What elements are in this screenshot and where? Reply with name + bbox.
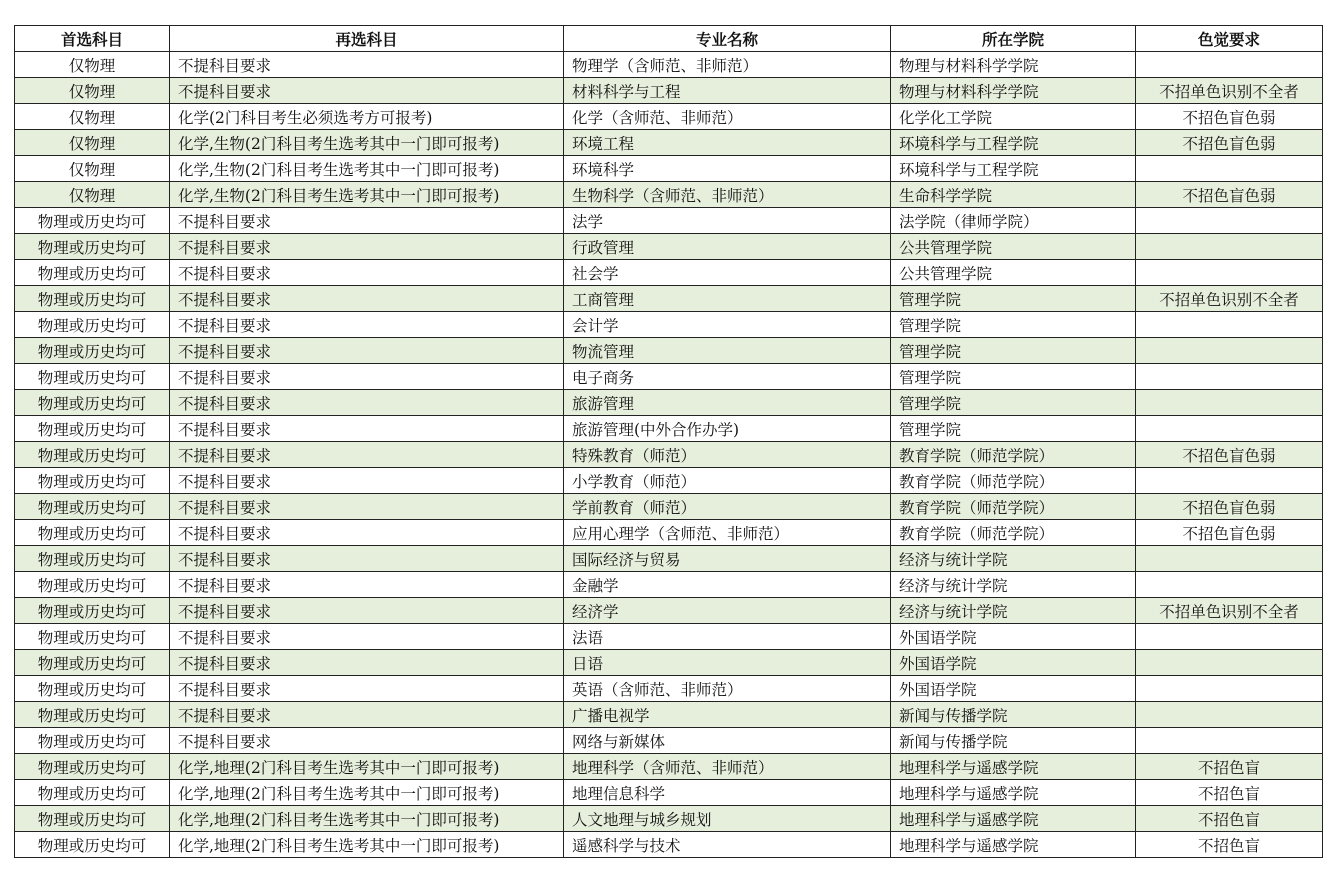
color-vision-cell: 不招色盲色弱: [1136, 442, 1323, 468]
first-subject-cell: 物理或历史均可: [15, 416, 170, 442]
color-vision-cell: [1136, 338, 1323, 364]
first-subject-cell: 物理或历史均可: [15, 338, 170, 364]
college-cell: 管理学院: [891, 338, 1136, 364]
first-subject-cell: 物理或历史均可: [15, 728, 170, 754]
color-vision-cell: [1136, 702, 1323, 728]
table-row: [15, 260, 1323, 286]
first-subject-cell: 物理或历史均可: [15, 286, 170, 312]
color-vision-cell: 不招色盲: [1136, 832, 1323, 858]
first-subject-cell: 物理或历史均可: [15, 702, 170, 728]
major-name-cell: 旅游管理: [564, 390, 891, 416]
college-cell: 管理学院: [891, 364, 1136, 390]
major-name-cell: 会计学: [564, 312, 891, 338]
second-subject-cell: 化学,地理(2门科目考生选考其中一门即可报考): [170, 780, 564, 806]
table-row: [15, 182, 1323, 208]
college-cell: 管理学院: [891, 312, 1136, 338]
second-subject-cell: 不提科目要求: [170, 468, 564, 494]
color-vision-cell: 不招色盲色弱: [1136, 182, 1323, 208]
major-name-cell: 法语: [564, 624, 891, 650]
color-vision-cell: [1136, 572, 1323, 598]
color-vision-cell: 不招色盲: [1136, 806, 1323, 832]
second-subject-cell: 不提科目要求: [170, 52, 564, 78]
second-subject-cell: 不提科目要求: [170, 78, 564, 104]
college-cell: 法学院（律师学院）: [891, 208, 1136, 234]
color-vision-cell: 不招色盲: [1136, 754, 1323, 780]
college-cell: 地理科学与遥感学院: [891, 806, 1136, 832]
major-name-cell: 网络与新媒体: [564, 728, 891, 754]
table-row: [15, 416, 1323, 442]
first-subject-cell: 仅物理: [15, 130, 170, 156]
second-subject-cell: 不提科目要求: [170, 676, 564, 702]
college-cell: 经济与统计学院: [891, 572, 1136, 598]
second-subject-cell: 不提科目要求: [170, 728, 564, 754]
major-name-cell: 生物科学（含师范、非师范）: [564, 182, 891, 208]
first-subject-cell: 物理或历史均可: [15, 468, 170, 494]
major-name-cell: 法学: [564, 208, 891, 234]
second-subject-cell: 化学,地理(2门科目考生选考其中一门即可报考): [170, 754, 564, 780]
first-subject-cell: 物理或历史均可: [15, 260, 170, 286]
first-subject-cell: 物理或历史均可: [15, 832, 170, 858]
table-row: [15, 598, 1323, 624]
table-row: [15, 390, 1323, 416]
first-subject-cell: 物理或历史均可: [15, 234, 170, 260]
table-row: [15, 338, 1323, 364]
table-row: [15, 624, 1323, 650]
header-color-vision: 色觉要求: [1136, 26, 1323, 52]
major-name-cell: 日语: [564, 650, 891, 676]
college-cell: 外国语学院: [891, 650, 1136, 676]
second-subject-cell: 化学,生物(2门科目考生选考其中一门即可报考): [170, 130, 564, 156]
college-cell: 物理与材料科学学院: [891, 52, 1136, 78]
table-row: [15, 702, 1323, 728]
table-row: [15, 572, 1323, 598]
color-vision-cell: [1136, 676, 1323, 702]
college-cell: 教育学院（师范学院）: [891, 520, 1136, 546]
first-subject-cell: 物理或历史均可: [15, 676, 170, 702]
header-college: 所在学院: [891, 26, 1136, 52]
first-subject-cell: 物理或历史均可: [15, 546, 170, 572]
second-subject-cell: 不提科目要求: [170, 572, 564, 598]
second-subject-cell: 不提科目要求: [170, 416, 564, 442]
color-vision-cell: [1136, 234, 1323, 260]
color-vision-cell: 不招单色识别不全者: [1136, 598, 1323, 624]
table-row: [15, 780, 1323, 806]
college-cell: 物理与材料科学学院: [891, 78, 1136, 104]
first-subject-cell: 物理或历史均可: [15, 806, 170, 832]
second-subject-cell: 化学(2门科目考生必须选考方可报考): [170, 104, 564, 130]
college-cell: 外国语学院: [891, 676, 1136, 702]
first-subject-cell: 仅物理: [15, 156, 170, 182]
color-vision-cell: 不招色盲色弱: [1136, 130, 1323, 156]
color-vision-cell: [1136, 416, 1323, 442]
table-row: [15, 364, 1323, 390]
major-name-cell: 电子商务: [564, 364, 891, 390]
college-cell: 化学化工学院: [891, 104, 1136, 130]
second-subject-cell: 化学,生物(2门科目考生选考其中一门即可报考): [170, 156, 564, 182]
major-name-cell: 金融学: [564, 572, 891, 598]
second-subject-cell: 不提科目要求: [170, 598, 564, 624]
color-vision-cell: 不招色盲色弱: [1136, 494, 1323, 520]
table-row: [15, 312, 1323, 338]
color-vision-cell: 不招单色识别不全者: [1136, 78, 1323, 104]
college-cell: 环境科学与工程学院: [891, 156, 1136, 182]
first-subject-cell: 物理或历史均可: [15, 650, 170, 676]
college-cell: 新闻与传播学院: [891, 728, 1136, 754]
major-name-cell: 环境科学: [564, 156, 891, 182]
college-cell: 教育学院（师范学院）: [891, 494, 1136, 520]
table-row: [15, 806, 1323, 832]
header-major-name: 专业名称: [564, 26, 891, 52]
second-subject-cell: 不提科目要求: [170, 520, 564, 546]
color-vision-cell: [1136, 468, 1323, 494]
major-name-cell: 材料科学与工程: [564, 78, 891, 104]
second-subject-cell: 不提科目要求: [170, 650, 564, 676]
major-name-cell: 地理信息科学: [564, 780, 891, 806]
major-name-cell: 工商管理: [564, 286, 891, 312]
major-name-cell: 小学教育（师范）: [564, 468, 891, 494]
college-cell: 经济与统计学院: [891, 598, 1136, 624]
major-name-cell: 社会学: [564, 260, 891, 286]
color-vision-cell: 不招色盲色弱: [1136, 520, 1323, 546]
second-subject-cell: 不提科目要求: [170, 390, 564, 416]
major-name-cell: 学前教育（师范）: [564, 494, 891, 520]
second-subject-cell: 不提科目要求: [170, 234, 564, 260]
second-subject-cell: 化学,地理(2门科目考生选考其中一门即可报考): [170, 806, 564, 832]
table-row: [15, 104, 1323, 130]
first-subject-cell: 物理或历史均可: [15, 312, 170, 338]
major-name-cell: 国际经济与贸易: [564, 546, 891, 572]
major-name-cell: 广播电视学: [564, 702, 891, 728]
table-row: [15, 728, 1323, 754]
table-row: [15, 832, 1323, 858]
table-row: [15, 130, 1323, 156]
major-name-cell: 物理学（含师范、非师范）: [564, 52, 891, 78]
table-row: [15, 494, 1323, 520]
color-vision-cell: [1136, 208, 1323, 234]
table-row: [15, 442, 1323, 468]
major-name-cell: 应用心理学（含师范、非师范）: [564, 520, 891, 546]
first-subject-cell: 物理或历史均可: [15, 754, 170, 780]
second-subject-cell: 化学,生物(2门科目考生选考其中一门即可报考): [170, 182, 564, 208]
table-row: [15, 78, 1323, 104]
table-row: [15, 468, 1323, 494]
college-cell: 管理学院: [891, 286, 1136, 312]
second-subject-cell: 不提科目要求: [170, 260, 564, 286]
first-subject-cell: 物理或历史均可: [15, 520, 170, 546]
college-cell: 公共管理学院: [891, 234, 1136, 260]
first-subject-cell: 仅物理: [15, 104, 170, 130]
major-name-cell: 地理科学（含师范、非师范）: [564, 754, 891, 780]
table-row: [15, 546, 1323, 572]
first-subject-cell: 物理或历史均可: [15, 572, 170, 598]
table-row: [15, 676, 1323, 702]
first-subject-cell: 物理或历史均可: [15, 598, 170, 624]
second-subject-cell: 不提科目要求: [170, 312, 564, 338]
table-row: [15, 754, 1323, 780]
table-row: [15, 234, 1323, 260]
college-cell: 经济与统计学院: [891, 546, 1136, 572]
table-row: [15, 520, 1323, 546]
second-subject-cell: 不提科目要求: [170, 286, 564, 312]
major-name-cell: 化学（含师范、非师范）: [564, 104, 891, 130]
major-name-cell: 人文地理与城乡规划: [564, 806, 891, 832]
major-name-cell: 遥感科学与技术: [564, 832, 891, 858]
college-cell: 生命科学学院: [891, 182, 1136, 208]
second-subject-cell: 不提科目要求: [170, 364, 564, 390]
first-subject-cell: 物理或历史均可: [15, 442, 170, 468]
college-cell: 地理科学与遥感学院: [891, 754, 1136, 780]
college-cell: 管理学院: [891, 390, 1136, 416]
color-vision-cell: [1136, 52, 1323, 78]
college-cell: 教育学院（师范学院）: [891, 468, 1136, 494]
major-name-cell: 特殊教育（师范）: [564, 442, 891, 468]
first-subject-cell: 物理或历史均可: [15, 780, 170, 806]
second-subject-cell: 不提科目要求: [170, 338, 564, 364]
color-vision-cell: 不招色盲色弱: [1136, 104, 1323, 130]
major-name-cell: 物流管理: [564, 338, 891, 364]
college-cell: 管理学院: [891, 416, 1136, 442]
table-row: [15, 650, 1323, 676]
subject-requirements-sheet: [14, 25, 1323, 858]
second-subject-cell: 不提科目要求: [170, 208, 564, 234]
second-subject-cell: 不提科目要求: [170, 624, 564, 650]
college-cell: 新闻与传播学院: [891, 702, 1136, 728]
first-subject-cell: 物理或历史均可: [15, 494, 170, 520]
table-row: [15, 208, 1323, 234]
first-subject-cell: 仅物理: [15, 182, 170, 208]
second-subject-cell: 不提科目要求: [170, 442, 564, 468]
color-vision-cell: [1136, 624, 1323, 650]
requirements-table: [14, 25, 1323, 858]
color-vision-cell: [1136, 312, 1323, 338]
college-cell: 地理科学与遥感学院: [891, 832, 1136, 858]
color-vision-cell: 不招色盲: [1136, 780, 1323, 806]
first-subject-cell: 物理或历史均可: [15, 390, 170, 416]
header-second-subject: 再选科目: [170, 26, 564, 52]
color-vision-cell: [1136, 364, 1323, 390]
color-vision-cell: [1136, 260, 1323, 286]
color-vision-cell: [1136, 650, 1323, 676]
second-subject-cell: 不提科目要求: [170, 546, 564, 572]
major-name-cell: 环境工程: [564, 130, 891, 156]
color-vision-cell: [1136, 390, 1323, 416]
color-vision-cell: [1136, 546, 1323, 572]
table-row: [15, 156, 1323, 182]
second-subject-cell: 化学,地理(2门科目考生选考其中一门即可报考): [170, 832, 564, 858]
college-cell: 环境科学与工程学院: [891, 130, 1136, 156]
header-row: [15, 26, 1323, 52]
major-name-cell: 行政管理: [564, 234, 891, 260]
header-first-subject: 首选科目: [15, 26, 170, 52]
college-cell: 外国语学院: [891, 624, 1136, 650]
table-row: [15, 286, 1323, 312]
second-subject-cell: 不提科目要求: [170, 702, 564, 728]
first-subject-cell: 仅物理: [15, 78, 170, 104]
major-name-cell: 旅游管理(中外合作办学): [564, 416, 891, 442]
college-cell: 教育学院（师范学院）: [891, 442, 1136, 468]
college-cell: 公共管理学院: [891, 260, 1136, 286]
first-subject-cell: 物理或历史均可: [15, 364, 170, 390]
major-name-cell: 经济学: [564, 598, 891, 624]
color-vision-cell: [1136, 728, 1323, 754]
second-subject-cell: 不提科目要求: [170, 494, 564, 520]
color-vision-cell: 不招单色识别不全者: [1136, 286, 1323, 312]
first-subject-cell: 物理或历史均可: [15, 208, 170, 234]
first-subject-cell: 物理或历史均可: [15, 624, 170, 650]
first-subject-cell: 仅物理: [15, 52, 170, 78]
color-vision-cell: [1136, 156, 1323, 182]
major-name-cell: 英语（含师范、非师范）: [564, 676, 891, 702]
table-row: [15, 52, 1323, 78]
table-body: [15, 52, 1323, 858]
college-cell: 地理科学与遥感学院: [891, 780, 1136, 806]
